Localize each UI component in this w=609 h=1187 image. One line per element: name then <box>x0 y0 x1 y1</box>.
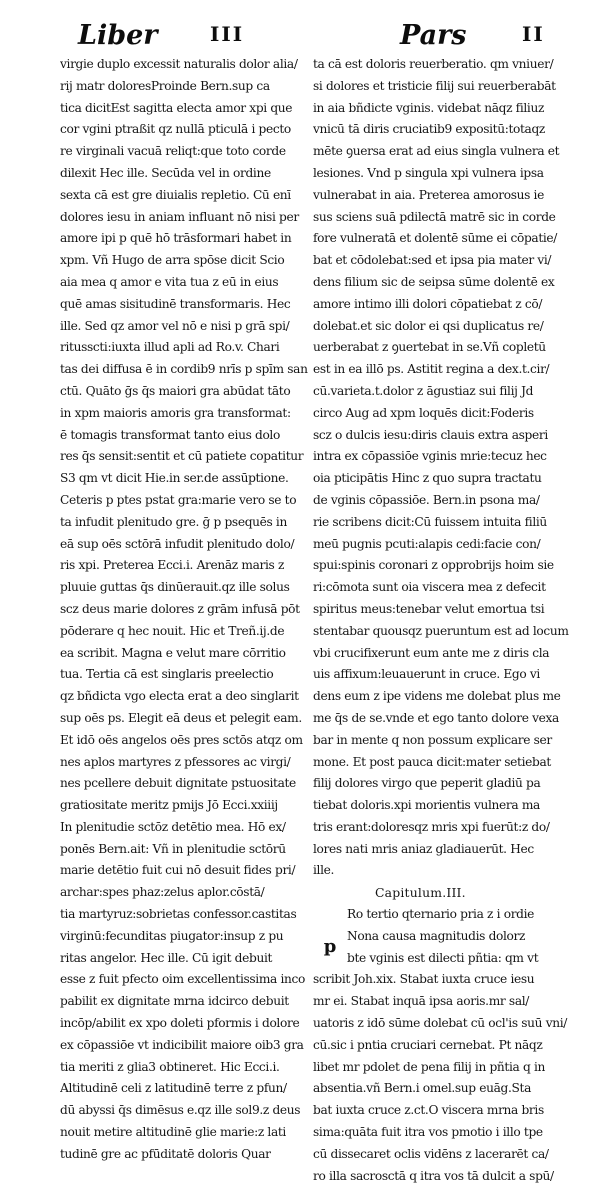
text-line: bar in mente q non possum explicare ser <box>313 732 552 747</box>
text-line: tris erant:doloresqz mris xpi fuerūt:z do/ <box>313 819 550 834</box>
text-line: ri:cōmota sunt oia viscera mea z defecit <box>313 580 546 595</box>
text-line: libet mr pdolet de pena filij in pñtia q in <box>313 1059 545 1074</box>
text-line: dolores iesu in aniam influant nō nisi per <box>60 209 299 224</box>
text-line: eā sup oēs sctōrā infudit plenitudo dolo/ <box>60 536 295 551</box>
text-line: meū pugnis pcuti:alapis cedi:facie con/ <box>313 536 541 551</box>
text-line: amore intimo illi dolori cōpatiebat z cō/ <box>313 296 543 311</box>
text-line: S3 qm vt dicit Hie.in ser.de assūptione. <box>60 471 289 486</box>
text-line: tica dicitEst sagitta electa amor xpi que <box>60 100 293 115</box>
text-line: ille. Sed qz amor vel nō e nisi p grā spi/ <box>60 318 290 333</box>
text-line: scz o dulcis iesu:diris clauis extra asperi <box>313 427 548 442</box>
text-line: tudinē gre ac pfūditatē doloris Quar <box>60 1146 271 1161</box>
running-header <box>60 14 580 54</box>
text-line: pluuie guttas q̄s dinūerauit.qz ille solus <box>60 580 290 595</box>
text-line: lores nati mris aniaz gladiauerūt. Hec <box>313 841 534 856</box>
text-line: est in ea illō ps. Astitit regina a dex.t.cir/ <box>313 362 550 377</box>
text-line: tia meriti z glia3 obtineret. Hic Ecci.i. <box>60 1059 280 1074</box>
text-line: spiritus meus:tenebar velut emortua tsi <box>313 601 545 616</box>
text-line: virgie duplo excessit naturalis dolor alia/ <box>60 57 298 71</box>
text-line: bte vginis est dilecti pñtia: qm vt <box>347 950 539 965</box>
text-line: pabilit ex dignitate mrna idcirco debuit <box>60 994 289 1009</box>
text-line: sima:quāta fuit itra vos pmotio i illo tpe <box>313 1125 543 1140</box>
text-line: cū dissecaret oclis vidēns z lacerarēt ca/ <box>313 1146 549 1161</box>
text-line: xpm. Vñ Hugo de arra spōse dicit Scio <box>60 253 285 268</box>
text-line: me q̄s de se.vnde et ego tanto dolore vexa <box>313 710 559 725</box>
text-line: ē tomagis transformat tanto eius dolo <box>60 427 280 442</box>
text-line: In plenitudie sctōz detētio mea. Hō ex/ <box>60 819 286 834</box>
text-line: fore vulneratā et dolentē sūme ei cōpatie/ <box>313 231 558 246</box>
text-line: ea scribit. Magna e velut mare cōrritio <box>60 645 286 660</box>
text-line: qz bñdicta vgo electa erat a deo singlarit <box>60 689 299 704</box>
text-line: si dolores et tristicie filij sui reuerberabāt <box>313 78 556 93</box>
text-line: res q̄s sensit:sentit et cū patiete copatitur <box>60 449 304 464</box>
text-line: ex cōpassiōe vt indicibilit maiore oib3 gra <box>60 1037 304 1052</box>
text-line: cū.sic i pntia cruciari cernebat. Pt nāqz <box>313 1037 543 1052</box>
text-line: scz deus marie dolores z grām infusā pōt <box>60 601 300 616</box>
text-line: ille. <box>313 863 335 878</box>
text-line: vbi crucifixerunt eum ante me z diris cla <box>313 645 550 660</box>
text-line: rie scribens dicit:Cū fuissem intuita filiū <box>313 514 547 529</box>
chapter-heading: Capitulum.III. <box>375 885 466 901</box>
text-line: Altitudinē celi z latitudinē terre z pfun/ <box>60 1081 287 1096</box>
text-line: sup oēs ps. Elegit eā deus et pelegit eam. <box>60 710 302 725</box>
left-text-column <box>60 54 316 1166</box>
text-line: oia pticipātis Hinc z quo supra tractatu <box>313 471 542 486</box>
text-line: tiebat doloris.xpi morientis vulnera ma <box>313 798 540 813</box>
text-line: tas dei diffusa ē in cordib9 nrīs p spīm san <box>60 362 308 377</box>
text-line: ta infudit plenitudo gre. ḡ p psequēs in <box>60 514 287 529</box>
text-line: dolebat.et sic dolor ei qsi duplicatus re/ <box>313 318 544 333</box>
text-line: de vginis cōpassiōe. Bern.in psona ma/ <box>313 492 540 507</box>
text-line: Et idō oēs angelos oēs pres sctōs atqz om <box>60 732 303 747</box>
text-line: mēte ꝯuersa erat ad eius singla vulnera et <box>313 144 560 159</box>
text-line: gratiositate meritz pmijs Jō Ecci.xxiiij <box>60 798 278 813</box>
text-line: absentia.vñ Bern.i omel.sup euāg.Sta <box>313 1081 531 1096</box>
drop-initial-letter: p <box>323 936 337 958</box>
text-line: sus sciens suā pdilectā matrē sic in corde <box>313 209 556 224</box>
text-line: dū abyssi q̄s dimēsus e.qz ille sol9.z deus <box>60 1103 301 1118</box>
text-line: uis affixum:leuauerunt in cruce. Ego vi <box>313 667 540 682</box>
text-line: mone. Et post pauca dicit:mater setiebat <box>313 754 551 769</box>
text-line: scribit Joh.xix. Stabat iuxta cruce iesu <box>313 972 535 987</box>
text-line: ritas angelor. Hec ille. Cū igit debuit <box>60 950 273 965</box>
text-line: archar:spes phaz:zelus aplor.cōstā/ <box>60 885 265 900</box>
text-line: amore ipi p quē hō trāsformari habet in <box>60 231 292 246</box>
text-line: dilexit Hec ille. Secūda vel in ordine <box>60 165 271 180</box>
text-line: bat iuxta cruce z.ct.O viscera mrna bris <box>313 1103 544 1118</box>
right-text-column <box>313 54 569 1187</box>
text-line: cor vgini ptraßit qz nullā pticulā i pecto <box>60 122 291 137</box>
text-line: vnicū tā diris cruciatib9 expositū:totaqz <box>313 122 545 137</box>
text-line: virginū:fecunditas piugator:insup z pu <box>60 928 284 943</box>
text-line: bat et cōdolebat:sed et ipsa pia mater vi/ <box>313 253 552 268</box>
text-line: ris xpi. Preterea Ecci.i. Arenāz maris z <box>60 558 285 573</box>
text-line: ritusscti:iuxta illud apli ad Ro.v. Chari <box>60 340 280 355</box>
header-book-number: III <box>210 22 245 46</box>
text-line: mr ei. Stabat inquā ipsa aoris.mr sal/ <box>313 994 530 1009</box>
header-book-title: Liber <box>78 20 158 51</box>
text-line: sexta cā est gre diuialis repletio. Cū enī <box>60 187 291 202</box>
text-line: ta cā est doloris reuerberatio. qm vniuer/ <box>313 57 554 71</box>
text-line: Ro tertio qternario pria z i ordie <box>347 907 535 922</box>
text-line: Nona causa magnitudis dolorz <box>347 928 526 943</box>
text-line: tia martyruz:sobrietas confessor.castitas <box>60 907 297 922</box>
header-part-number: II <box>522 22 545 46</box>
text-line: pōderare q hec nouit. Hic et Treñ.ij.de <box>60 623 285 638</box>
text-line: re virginali vacuā reliqt:que toto corde <box>60 144 286 159</box>
text-line: ctū. Quāto ḡs q̄s maiori gra abūdat tāto <box>60 383 291 398</box>
text-line: vulnerabat in aia. Preterea amorosus ie <box>313 187 544 202</box>
text-line: stentabar quousqz pueruntum est ad locum <box>313 623 569 638</box>
text-line: cū.varieta.t.dolor z āgustiaz sui filij Jd <box>313 383 534 398</box>
text-line: incōp/abilit ex xpo doleti pformis i dolore <box>60 1016 300 1031</box>
text-line: spui:spinis coronari z opprobrijs hoim sie <box>313 558 554 573</box>
text-line: uatoris z idō sūme dolebat cū ocl'is suū vni/ <box>313 1016 568 1031</box>
text-line: ro illa sacrosctā q itra vos tā dulcit a spū/ <box>313 1168 554 1183</box>
text-line: dens filium sic de seipsa sūme dolentē ex <box>313 274 555 289</box>
text-line: marie detētio fuit cui nō desuit fides pri/ <box>60 863 296 878</box>
text-line: intra ex cōpassiōe vginis mrie:tecuz hec <box>313 449 547 464</box>
text-line: ponēs Bern.ait: Vñ in plenitudie sctōrū <box>60 841 286 856</box>
header-part-title: Pars <box>400 20 467 51</box>
text-line: esse z fuit pfecto oim excellentissima inco <box>60 972 305 987</box>
text-line: uerberabat z ꝯuertebat in se.Vñ copletū <box>313 340 546 355</box>
text-line: circo Aug ad xpm loquēs dicit:Foderis <box>313 405 534 420</box>
text-line: rij matr doloresProinde Bern.sup ca <box>60 78 270 93</box>
text-line: aia mea q amor e vita tua z eū in eius <box>60 274 279 289</box>
text-line: quē amas sisitudinē transformaris. Hec <box>60 296 291 311</box>
text-line: nouit metire altitudinē glie marie:z lati <box>60 1125 286 1140</box>
right-column-continuation <box>313 54 569 882</box>
text-line: filij dolores virgo que peperit gladiū pa <box>313 776 541 791</box>
text-line: in xpm maioris amoris gra transformat: <box>60 405 291 420</box>
text-line: lesiones. Vnd p singula xpi vulnera ipsa <box>313 165 544 180</box>
text-line: nes pcellere debuit dignitate pstuositate <box>60 776 296 791</box>
text-line: nes aplos martyres z pfessores ac virgi/ <box>60 754 291 769</box>
text-line: Ceteris p ptes pstat gra:marie vero se to <box>60 492 297 507</box>
text-line: in aia bñdicte vginis. videbat nāqz filiuz <box>313 100 545 115</box>
text-line: tua. Tertia cā est singlaris preelectio <box>60 667 274 682</box>
chapter-body-text <box>313 904 569 1187</box>
chapter-opening <box>313 904 569 1187</box>
text-line: dens eum z ipe videns me dolebat plus me <box>313 689 561 704</box>
